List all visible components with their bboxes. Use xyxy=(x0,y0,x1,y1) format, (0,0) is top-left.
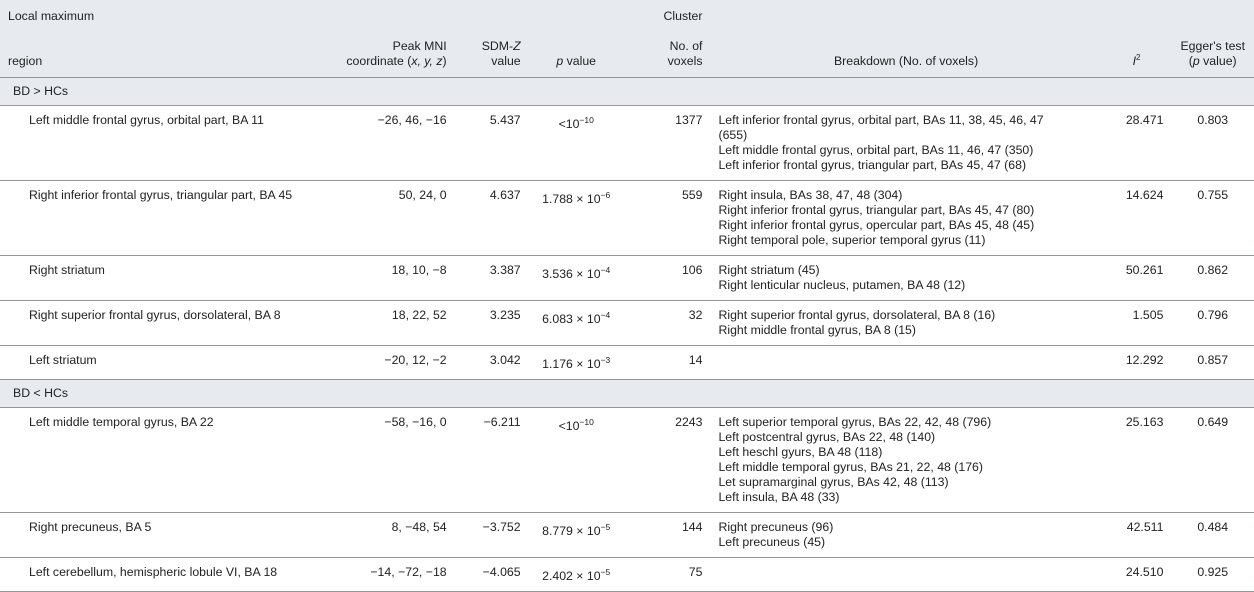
region-cell: Left middle frontal gyrus, orbital part, BA 11 xyxy=(0,106,336,181)
voxel-count-cell: 144 xyxy=(624,513,711,558)
i2-cell: 24.510 xyxy=(1102,558,1172,592)
group-header-row xyxy=(0,380,1254,408)
i2-cell: 50.261 xyxy=(1102,256,1172,301)
p-value-cell xyxy=(529,408,624,513)
header-local-maximum: Local maximum xyxy=(0,0,336,35)
breakdown-line: Left inferior frontal gyrus, triangular part, BAs 45, 47 (68) xyxy=(718,158,1027,172)
p-value-cell xyxy=(529,256,624,301)
voxel-count-cell: 106 xyxy=(624,256,711,301)
p-value-exponent: −3 xyxy=(600,355,611,365)
table-row xyxy=(0,513,1254,558)
p-value-exponent: −4 xyxy=(600,265,611,275)
peak-mni-cell: −20, 12, −2 xyxy=(336,346,454,380)
header-i2-sup: 2 xyxy=(1136,52,1141,62)
p-value-cell xyxy=(529,346,624,380)
voxel-count-cell: 2243 xyxy=(624,408,711,513)
breakdown-cell xyxy=(710,181,1101,256)
header-egger xyxy=(1171,35,1254,78)
i2-cell: 28.471 xyxy=(1102,106,1172,181)
breakdown-line: Left heschl gyurs, BA 48 (118) xyxy=(718,445,883,460)
breakdown-line: Left middle temporal gyrus, BAs 21, 22, 48 (176) xyxy=(718,460,983,475)
breakdown-line: Right superior frontal gyrus, dorsolateral, BA 8 (16) xyxy=(718,308,996,322)
p-value-exponent: −6 xyxy=(600,190,611,200)
sdm-z-cell: −4.065 xyxy=(455,558,529,592)
breakdown-line: Left precuneus (45) xyxy=(718,535,826,550)
header-sdm-line2: value xyxy=(491,54,521,68)
egger-cell: 0.649 xyxy=(1171,408,1254,513)
p-value-exponent: −5 xyxy=(600,567,611,578)
region-cell: Right precuneus, BA 5 xyxy=(0,513,336,558)
header-cluster: Cluster xyxy=(624,0,711,35)
sdm-z-cell: 4.637 xyxy=(455,181,529,256)
breakdown-cell xyxy=(710,106,1101,181)
group-label: BD < HCs xyxy=(0,380,1254,408)
breakdown-line: Left superior temporal gyrus, BAs 22, 42, 48 (796) xyxy=(718,415,992,430)
header-i2 xyxy=(1102,35,1172,78)
i2-cell: 14.624 xyxy=(1102,181,1172,256)
header-egger-suffix: value) xyxy=(1199,54,1237,68)
voxel-count-cell: 32 xyxy=(624,301,711,346)
header-peak-suffix: ) xyxy=(442,54,447,68)
region-cell: Right striatum xyxy=(0,256,336,301)
breakdown-cell xyxy=(710,346,1101,380)
egger-cell: 0.796 xyxy=(1171,301,1254,346)
sdm-z-cell: 5.437 xyxy=(455,106,529,181)
breakdown-cell xyxy=(710,301,1101,346)
breakdown-cell xyxy=(710,513,1101,558)
header-i2-base: I xyxy=(1132,54,1137,68)
header-peak-mni xyxy=(336,35,454,78)
table-body xyxy=(0,78,1254,592)
breakdown-line: Right temporal pole, superior temporal gyrus (11) xyxy=(718,233,986,247)
sdm-z-cell: 3.235 xyxy=(455,301,529,346)
breakdown-line: Left postcentral gyrus, BAs 22, 48 (140) xyxy=(718,430,936,445)
header-p-var: p xyxy=(556,54,564,68)
breakdown-line: Right middle frontal gyrus, BA 8 (15) xyxy=(718,323,916,337)
p-value-exponent: −10 xyxy=(579,115,594,125)
group-label: BD > HCs xyxy=(0,78,1254,106)
i2-cell: 1.505 xyxy=(1102,301,1172,346)
breakdown-line: Right lenticular nucleus, putamen, BA 48 (12) xyxy=(718,278,966,292)
breakdown-line: Right insula, BAs 38, 47, 48 (304) xyxy=(718,188,903,202)
i2-cell: 42.511 xyxy=(1102,513,1172,558)
voxel-count-cell: 75 xyxy=(624,558,711,592)
egger-cell: 0.925 xyxy=(1171,558,1254,592)
i2-cell: 12.292 xyxy=(1102,346,1172,380)
breakdown-line: Right striatum (45) xyxy=(718,263,820,277)
table-row xyxy=(0,106,1254,181)
header-sdm-z xyxy=(455,35,529,78)
i2-cell: 25.163 xyxy=(1102,408,1172,513)
header-nvox-line2: voxels xyxy=(667,54,703,68)
sdm-z-cell: −3.752 xyxy=(455,513,529,558)
p-value-base: 8.779 × 10 xyxy=(542,524,601,539)
voxel-count-cell: 1377 xyxy=(624,106,711,181)
table-row xyxy=(0,346,1254,380)
peak-mni-cell: 18, 10, −8 xyxy=(336,256,454,301)
egger-cell: 0.803 xyxy=(1171,106,1254,181)
breakdown-line: Left inferior frontal gyrus, orbital part, BAs 11, 38, 45, 46, 47 xyxy=(718,113,1044,127)
group-header-row xyxy=(0,78,1254,106)
breakdown-line: Right precuneus (96) xyxy=(718,520,834,535)
p-value-exponent: −4 xyxy=(600,310,611,320)
header-no-voxels xyxy=(624,35,711,78)
region-cell: Left cerebellum, hemispheric lobule VI, BA 18 xyxy=(0,558,336,592)
header-sdm-var: Z xyxy=(513,39,521,53)
p-value-base: 2.402 × 10 xyxy=(542,569,601,584)
breakdown-cell xyxy=(710,408,1101,513)
header-peak-vars: x, y, z xyxy=(411,54,443,68)
table-row xyxy=(0,256,1254,301)
table-row xyxy=(0,181,1254,256)
sdm-z-cell: 3.387 xyxy=(455,256,529,301)
table-header xyxy=(0,0,1254,78)
p-value-base: 1.176 × 10 xyxy=(542,357,601,372)
breakdown-line: Left insula, BA 48 (33) xyxy=(718,490,840,505)
region-cell: Right inferior frontal gyrus, triangular part, BA 45 xyxy=(0,181,336,256)
voxel-count-cell: 559 xyxy=(624,181,711,256)
region-cell: Left striatum xyxy=(0,346,336,380)
region-cell: Left middle temporal gyrus, BA 22 xyxy=(0,408,336,513)
p-value-exponent: −5 xyxy=(600,522,611,533)
header-breakdown: Breakdown (No. of voxels) xyxy=(710,35,1101,78)
breakdown-line: Right inferior frontal gyrus, opercular part, BAs 45, 48 (45) xyxy=(718,218,1035,232)
p-value-cell xyxy=(529,106,624,181)
peak-mni-cell: −14, −72, −18 xyxy=(336,558,454,592)
egger-cell: 0.755 xyxy=(1171,181,1254,256)
header-egger-prefix: ( xyxy=(1188,54,1193,68)
egger-cell: 0.862 xyxy=(1171,256,1254,301)
p-value-base: 3.536 × 10 xyxy=(542,267,601,282)
header-nvox-line1: No. of xyxy=(669,39,703,53)
p-value-exponent: −10 xyxy=(579,417,594,428)
table-row xyxy=(0,301,1254,346)
breakdown-line: Right inferior frontal gyrus, triangular part, BAs 45, 47 (80) xyxy=(718,203,1035,217)
header-sdm-prefix: SDM- xyxy=(481,39,514,53)
header-egger-var: p xyxy=(1192,54,1200,68)
breakdown-line: Left middle frontal gyrus, orbital part, BAs 11, 46, 47 (350) xyxy=(718,143,1034,157)
header-egger-line1: Egger's test xyxy=(1180,39,1245,53)
peak-mni-cell: −58, −16, 0 xyxy=(336,408,454,513)
breakdown-cell xyxy=(710,256,1101,301)
header-peak-line1: Peak MNI xyxy=(392,39,447,53)
table-row xyxy=(0,408,1254,513)
peak-mni-cell: 18, 22, 52 xyxy=(336,301,454,346)
p-value-cell xyxy=(529,301,624,346)
breakdown-line: Let supramarginal gyrus, BAs 42, 48 (113) xyxy=(718,475,949,490)
header-region: region xyxy=(0,35,336,78)
p-value-base: 1.788 × 10 xyxy=(542,192,601,207)
p-value-cell xyxy=(529,513,624,558)
p-value-cell xyxy=(529,181,624,256)
sdm-z-cell: 3.042 xyxy=(455,346,529,380)
peak-mni-cell: 50, 24, 0 xyxy=(336,181,454,256)
peak-mni-cell: 8, −48, 54 xyxy=(336,513,454,558)
p-value-base: <10 xyxy=(558,419,580,434)
egger-cell: 0.484 xyxy=(1171,513,1254,558)
sdm-z-cell: −6.211 xyxy=(455,408,529,513)
peak-mni-cell: −26, 46, −16 xyxy=(336,106,454,181)
region-cell: Right superior frontal gyrus, dorsolateral, BA 8 xyxy=(0,301,336,346)
voxel-count-cell: 14 xyxy=(624,346,711,380)
header-p-suffix: value xyxy=(563,54,597,68)
header-p-value xyxy=(529,35,624,78)
egger-cell: 0.857 xyxy=(1171,346,1254,380)
p-value-base: <10 xyxy=(558,117,580,132)
p-value-base: 6.083 × 10 xyxy=(542,312,601,327)
breakdown-line: (655) xyxy=(718,128,748,142)
header-peak-prefix: coordinate ( xyxy=(346,54,412,68)
